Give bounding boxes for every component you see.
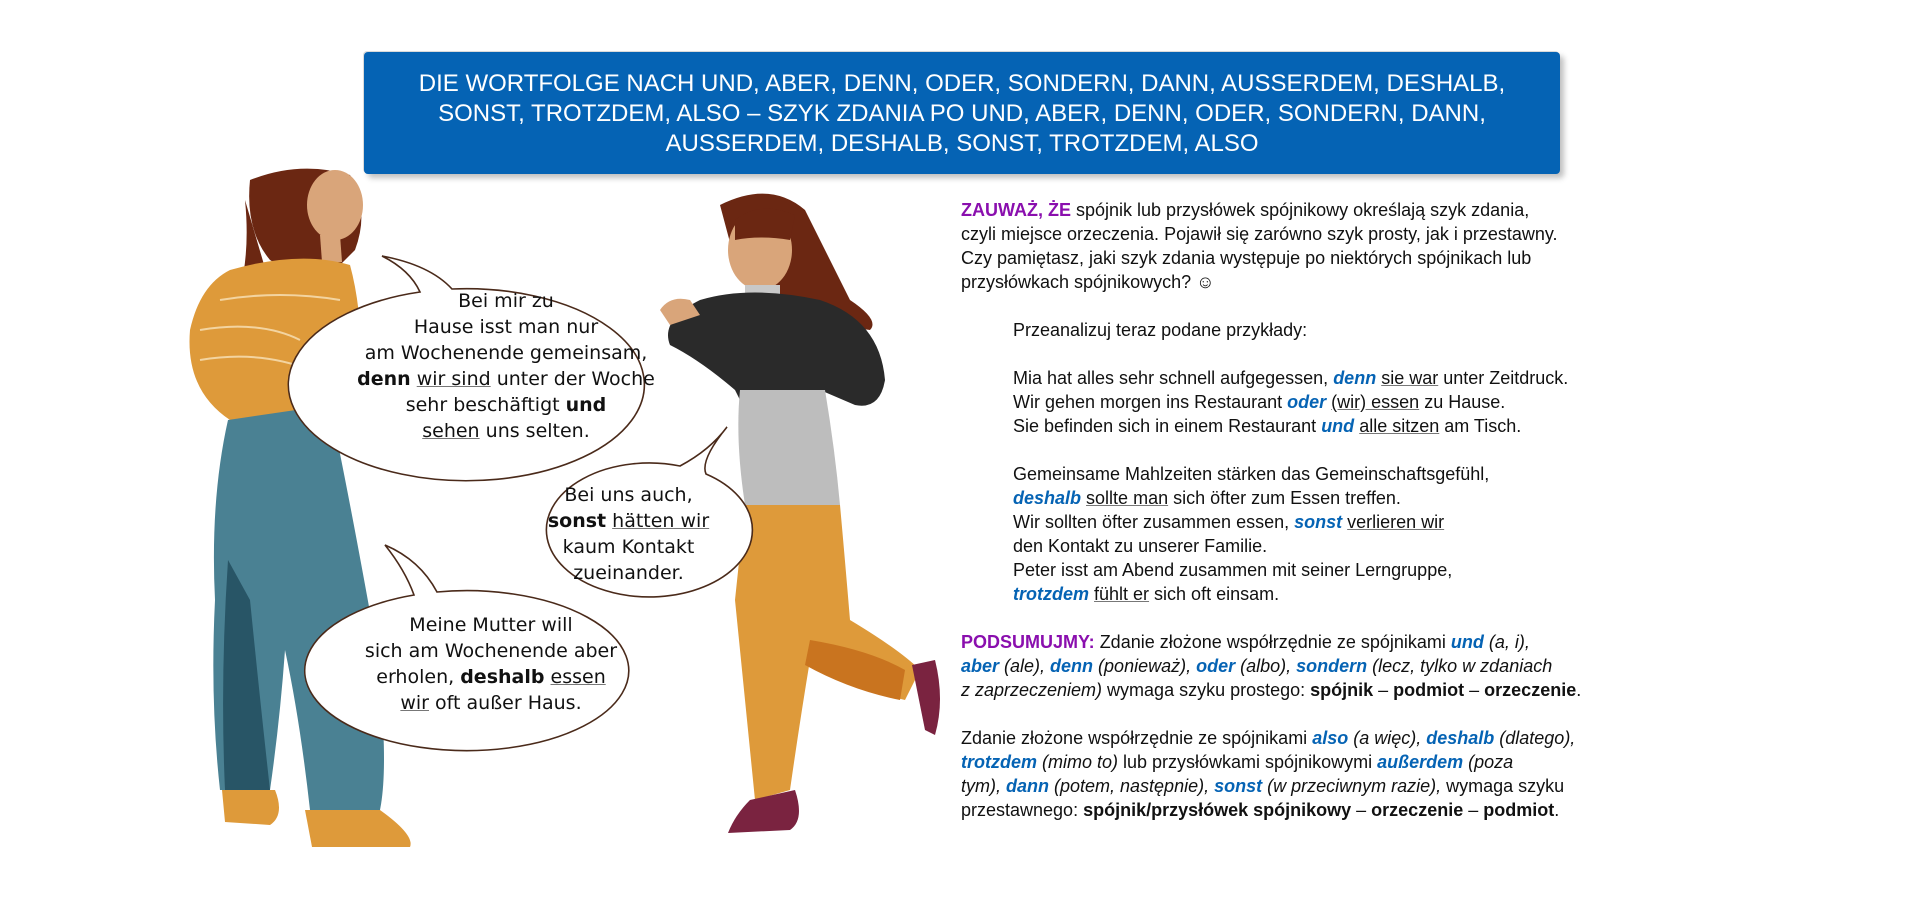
text-segment: . [1576, 680, 1582, 700]
speech-bubble-1-text [330, 288, 682, 444]
underlined-phrase: fühlt er [1094, 584, 1150, 604]
speech-bubble-2-text [526, 482, 731, 586]
text-segment: unter der Woche [490, 368, 655, 390]
underlined-phrase: sollte man [1086, 488, 1169, 508]
text-segment: und [565, 394, 607, 416]
text-segment: DIE WORTFOLGE NACH [418, 70, 702, 97]
underlined-phrase: verlieren wir [1347, 512, 1445, 532]
summary-paragraph-1 [961, 630, 1681, 702]
text-segment: wymaga szyku [1441, 776, 1565, 796]
text-segment: orzeczenie [1371, 800, 1464, 820]
text-segment: am Tisch. [1439, 416, 1522, 436]
label-highlight: PODSUMUJMY: [961, 632, 1095, 652]
text-segment: (lecz, tylko w zdaniach [1367, 656, 1553, 676]
text-segment: Meine Mutter will [409, 614, 573, 636]
conjunction-highlight: trotzdem [1013, 584, 1089, 604]
text-segment: Bei uns auch, [564, 484, 693, 506]
text-segment: – [1464, 680, 1485, 700]
text-segment: sehr beschäftigt [405, 394, 566, 416]
conjunction-highlight: oder [1287, 392, 1327, 412]
text-segment: zu Hause. [1419, 392, 1506, 412]
text-segment: podmiot [1483, 800, 1555, 820]
underlined-phrase: sie war [1381, 368, 1439, 388]
text-segment: spójnik lub przysłówek spójnikowy określają szyk zdania, [1071, 200, 1530, 220]
text-segment: sich oft einsam. [1149, 584, 1280, 604]
text-segment: . [1554, 800, 1560, 820]
conjunction-highlight: deshalb [1426, 728, 1495, 748]
text-segment: (albo), [1235, 656, 1297, 676]
text-segment: – [1351, 800, 1372, 820]
underlined-phrase: alle sitzen [1359, 416, 1440, 436]
underlined-phrase: wir [400, 692, 429, 714]
explanation-column [961, 198, 1681, 846]
text-segment: orzeczenie [1484, 680, 1577, 700]
woman-left-figure [190, 169, 411, 847]
text-segment: unter Zeitdruck. [1438, 368, 1569, 388]
text-segment: (a, i), [1483, 632, 1530, 652]
examples-group-1 [961, 366, 1681, 438]
text-segment: spójnik/przysłówek spójnikowy [1083, 800, 1352, 820]
conjunction-highlight: oder [1196, 656, 1236, 676]
text-segment: Hause isst man nur [413, 316, 599, 338]
text-segment: deshalb [460, 666, 545, 688]
text-segment: Bei mir zu [458, 290, 554, 312]
text-segment: uns selten. [479, 420, 590, 442]
conjunction-highlight: denn [1050, 656, 1094, 676]
text-segment: Wir sollten öfter zusammen essen, [1013, 512, 1295, 532]
text-segment: sich am Wochenende aber [364, 640, 618, 662]
text-segment: (a więc), [1348, 728, 1427, 748]
text-segment: (mimo to) [1037, 752, 1118, 772]
conjunction-highlight: und [1450, 632, 1484, 652]
underlined-phrase: hätten wir [612, 510, 710, 532]
text-segment: SONST, TROTZDEM, ALSO [438, 100, 741, 127]
text-segment: zueinander. [573, 562, 684, 584]
text-segment: (potem, następnie), [1049, 776, 1215, 796]
text-segment: – SZYK ZDANIA PO [740, 100, 972, 127]
text-segment: (ale), [999, 656, 1051, 676]
text-segment: (poza [1463, 752, 1514, 772]
conjunction-highlight: außerdem [1377, 752, 1464, 772]
underlined-phrase: wir sind [416, 368, 491, 390]
conjunction-highlight: deshalb [1013, 488, 1082, 508]
text-segment: Sie befinden sich in einem Restaurant [1013, 416, 1322, 436]
text-segment: – [1463, 800, 1484, 820]
underlined-phrase: sehen [422, 420, 480, 442]
prompt-paragraph [961, 318, 1681, 342]
conjunction-highlight: also [1312, 728, 1349, 748]
title-banner [364, 52, 1560, 174]
text-segment: podmiot [1393, 680, 1465, 700]
text-segment: denn [357, 368, 411, 390]
text-segment: oft außer Haus. [429, 692, 582, 714]
text-segment: Peter isst am Abend zusammen mit seiner Lerngruppe, [1013, 560, 1453, 580]
conjunction-highlight: aber [961, 656, 1000, 676]
text-segment: sonst [547, 510, 607, 532]
text-segment: kaum Kontakt [562, 536, 695, 558]
intro-paragraph [961, 198, 1681, 294]
text-segment: Wir gehen morgen ins Restaurant [1013, 392, 1288, 412]
conjunction-highlight: sondern [1296, 656, 1368, 676]
label-highlight: ZAUWAŻ, ŻE [961, 200, 1071, 220]
text-segment: (ponieważ), [1093, 656, 1197, 676]
text-segment: wymaga szyku prostego: [1102, 680, 1311, 700]
text-segment: UND, ABER, DENN, ODER, SONDERN, DANN, [971, 100, 1486, 127]
text-segment: Przeanalizuj teraz podane przykłady: [1013, 320, 1308, 340]
underlined-phrase: (wir) essen [1331, 392, 1420, 412]
text-segment: Gemeinsame Mahlzeiten stärken das Gemeinschaftsgefühl, [1013, 464, 1490, 484]
text-segment: AUSSERDEM, DESHALB, SONST, TROTZDEM, ALSO [665, 130, 1259, 157]
text-segment: (w przeciwnym razie), [1262, 776, 1442, 796]
text-segment: Czy pamiętasz, jaki szyk zdania występuje po niektórych spójnikach lub [961, 248, 1532, 268]
text-segment: sich öfter zum Essen treffen. [1168, 488, 1401, 508]
summary-paragraph-2 [961, 726, 1681, 822]
conjunction-highlight: sonst [1294, 512, 1343, 532]
text-segment: Zdanie złożone współrzędnie ze spójnikami [961, 728, 1313, 748]
text-segment: UND, ABER, DENN, ODER, SONDERN, DANN, AUSSERDEM, DESHALB, [701, 70, 1506, 97]
text-segment: (dlatego), [1494, 728, 1576, 748]
text-segment: den Kontakt zu unserer Familie. [1013, 536, 1268, 556]
text-segment: Zdanie złożone współrzędnie ze spójnikami [1094, 632, 1451, 652]
text-segment: przysłówkach spójnikowych? ☺ [961, 272, 1215, 292]
text-segment: przestawnego: [961, 800, 1084, 820]
conjunction-highlight: sonst [1214, 776, 1263, 796]
text-segment: – [1373, 680, 1394, 700]
underlined-phrase: essen [550, 666, 606, 688]
conjunction-highlight: denn [1333, 368, 1377, 388]
examples-group-2 [961, 462, 1681, 606]
text-segment: erholen, [376, 666, 461, 688]
text-segment: z zaprzeczeniem) [961, 680, 1103, 700]
text-segment: spójnik [1310, 680, 1374, 700]
conjunction-highlight: trotzdem [961, 752, 1037, 772]
conjunction-highlight: und [1321, 416, 1355, 436]
text-segment: Mia hat alles sehr schnell aufgegessen, [1013, 368, 1334, 388]
text-segment: lub przysłówkami spójnikowymi [1118, 752, 1378, 772]
speech-bubble-3-text [330, 612, 652, 716]
conjunction-highlight: dann [1006, 776, 1049, 796]
text-segment: am Wochenende gemeinsam, [364, 342, 648, 364]
text-segment: czyli miejsce orzeczenia. Pojawił się zarówno szyk prosty, jak i przestawny. [961, 224, 1558, 244]
text-segment: tym), [961, 776, 1006, 796]
